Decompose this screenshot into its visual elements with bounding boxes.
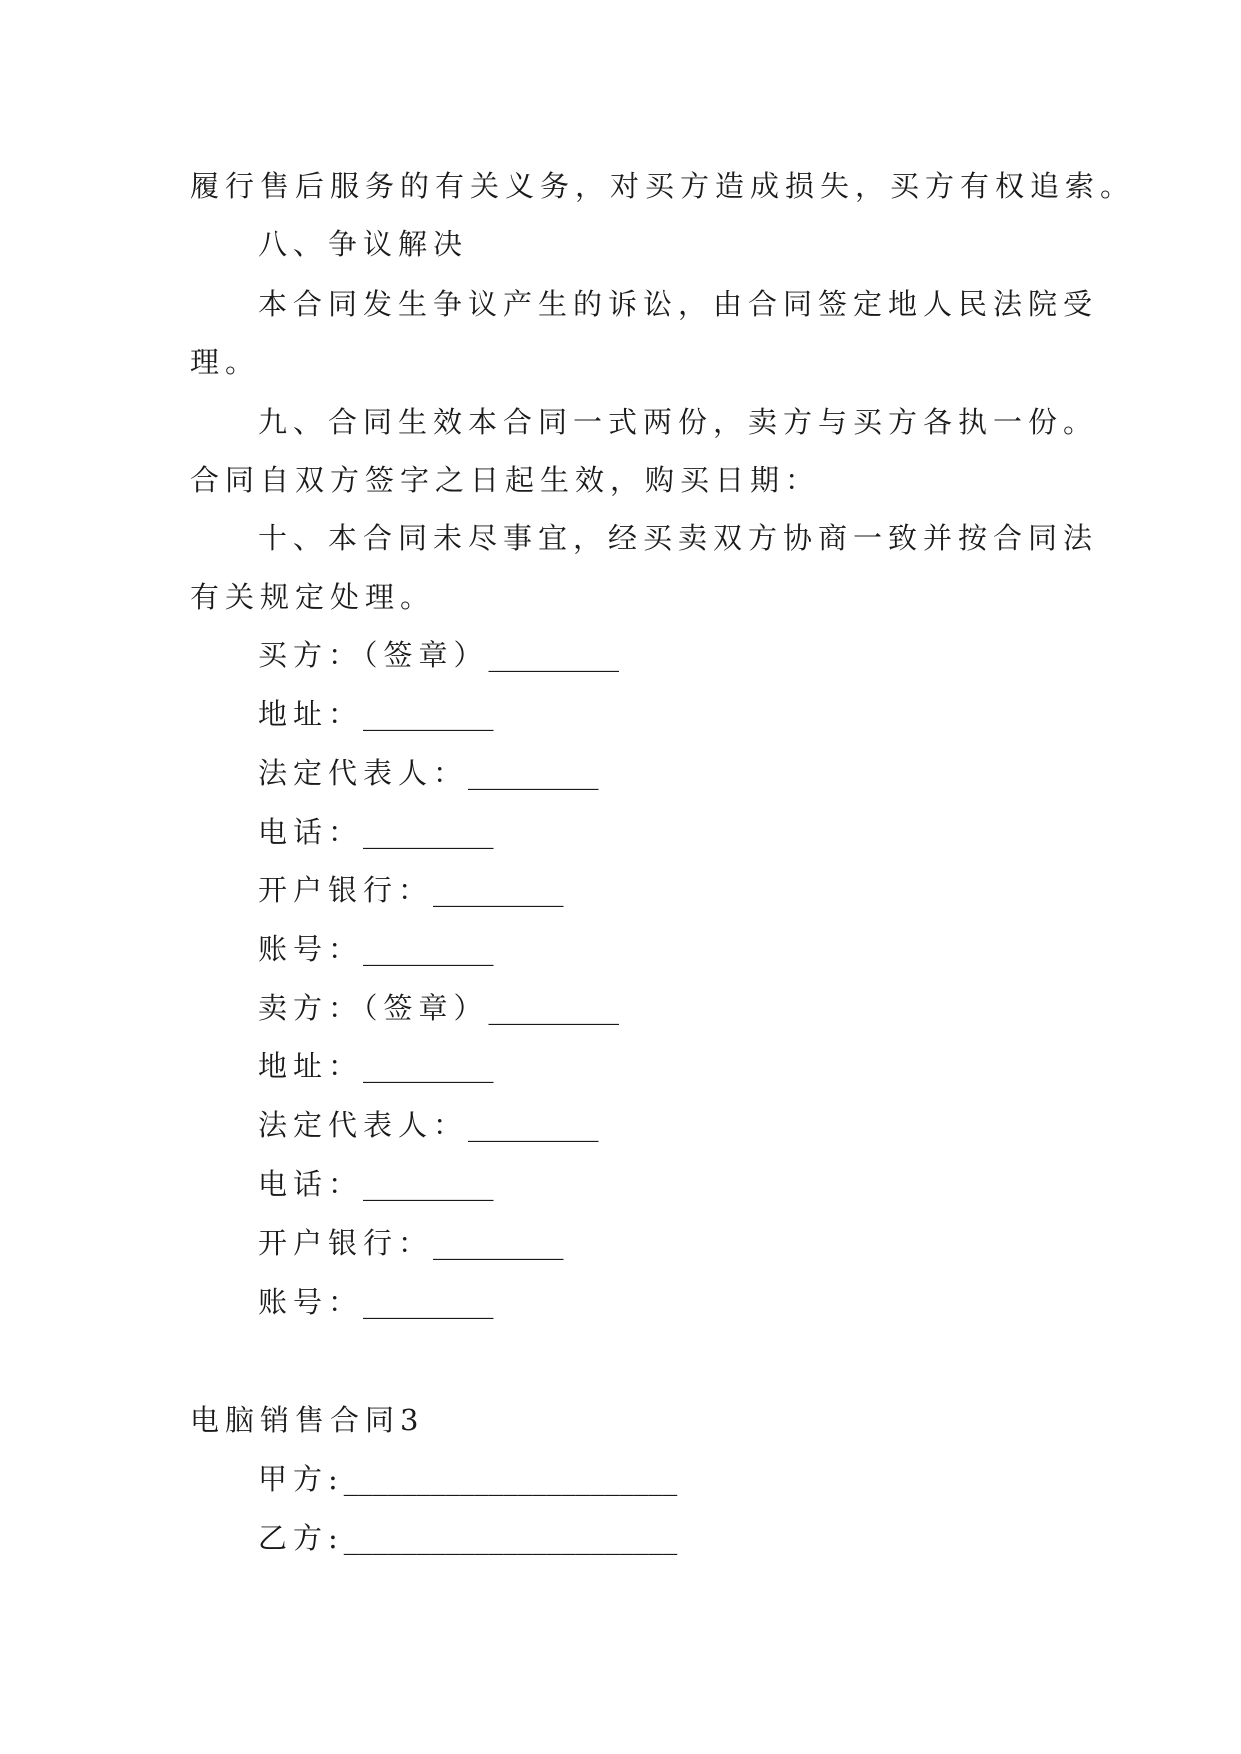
buyer-signature-field	[258, 635, 619, 675]
field-blank: _________	[488, 991, 620, 1025]
field-blank: _________	[363, 1285, 494, 1319]
field-blank: _________	[363, 815, 494, 849]
field-blank: _________	[433, 1226, 564, 1260]
paragraph-line: 本合同发生争议产生的诉讼，由合同签定地人民法院受	[258, 287, 1099, 321]
field-label: 甲方:	[258, 1462, 344, 1496]
buyer-legal-rep-field	[258, 753, 599, 793]
seller-bank-field	[258, 1223, 564, 1263]
buyer-phone-field	[258, 812, 494, 852]
paragraph-line: 履行售后服务的有关义务，对买方造成损失，买方有权追索。	[190, 169, 1136, 203]
field-label: 法定代表人：	[258, 756, 469, 790]
field-blank: _________	[363, 932, 494, 966]
field-blank: _______________________	[343, 1462, 678, 1496]
field-blank: _________	[363, 697, 494, 731]
party-a-field	[258, 1459, 677, 1499]
field-label: 开户银行：	[258, 1226, 434, 1260]
party-b-field	[258, 1518, 677, 1558]
seller-phone-field	[258, 1164, 494, 1204]
field-label: 开户银行：	[258, 873, 434, 907]
field-blank: _________	[363, 1049, 494, 1083]
field-blank: _________	[433, 873, 564, 907]
field-label: 卖方：（签章）	[258, 991, 489, 1025]
field-label: 乙方:	[258, 1521, 344, 1555]
field-blank: _________	[468, 1108, 599, 1142]
section-heading: 八、争议解决	[258, 227, 469, 261]
paragraph-line: 九、合同生效本合同一式两份，卖方与买方各执一份。	[258, 405, 1099, 439]
paragraph-line: 理。	[190, 345, 261, 379]
seller-signature-field	[258, 988, 619, 1028]
field-label: 账号：	[258, 932, 364, 966]
paragraph-line: 十、本合同未尽事宜，经买卖双方协商一致并按合同法	[258, 521, 1099, 555]
seller-legal-rep-field	[258, 1105, 599, 1145]
buyer-account-field	[258, 929, 494, 969]
field-label: 买方：（签章）	[258, 638, 489, 672]
field-label: 电话：	[258, 815, 364, 849]
field-blank: _________	[488, 638, 620, 672]
field-label: 地址：	[258, 1049, 364, 1083]
contract-title: 电脑销售合同3	[190, 1403, 425, 1437]
seller-account-field	[258, 1282, 494, 1322]
seller-address-field	[258, 1046, 494, 1086]
buyer-address-field	[258, 694, 494, 734]
field-blank: _________	[468, 756, 599, 790]
field-label: 电话：	[258, 1167, 364, 1201]
field-label: 地址：	[258, 697, 364, 731]
buyer-bank-field	[258, 870, 564, 910]
paragraph-line: 有关规定处理。	[190, 580, 436, 614]
field-blank: _______________________	[343, 1521, 678, 1555]
paragraph-line: 合同自双方签字之日起生效，购买日期：	[190, 463, 821, 497]
field-blank: _________	[363, 1167, 494, 1201]
field-label: 账号：	[258, 1285, 364, 1319]
field-label: 法定代表人：	[258, 1108, 469, 1142]
